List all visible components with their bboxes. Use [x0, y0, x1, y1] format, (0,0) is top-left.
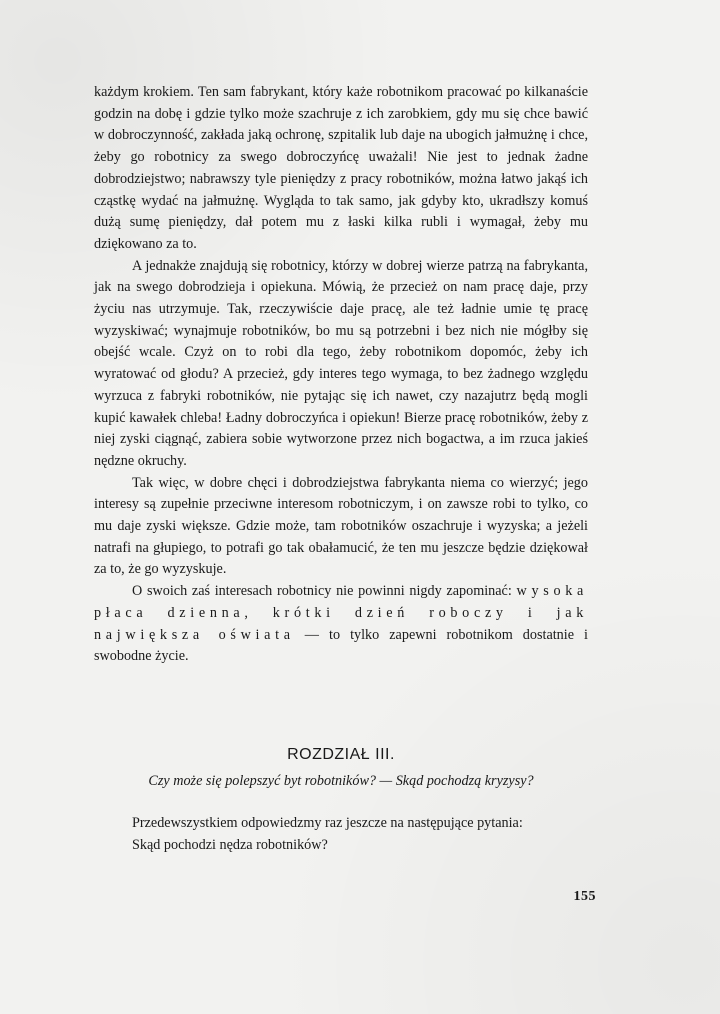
- paragraph-4-spaced-emphasis: wysoka płaca dzienna, krótki dzień roboczy i jak największa oświata: [94, 583, 588, 643]
- paragraph-1: każdym krokiem. Ten sam fabrykant, który każe robotnikom pracować po kilkanaście godzin na dobę i gdzie tylko może szachruje z ich zarobkiem, gdy mu się chce bawić w dobroczynność, zakłada jaką ochronę, szpitalik lub daje na ubogich jałmużnę i chce, żeby go robotnicy za swego dobroczyńcę uważali! Nie jest to jednak żadne dobrodziejstwo; nabrawszy tyle pieniędzy z pracy robotników, można łatwo jakąś ich cząstkę wydać na jałmużnę. Wygląda to tak samo, jak gdyby kto, ukradłszy komuś dużą sumę pieniędzy, dał potem mu z łaski kilka rubli i wymagał, żeby mu dziękowano za to.: [94, 84, 588, 252]
- chapter-text-block: [94, 813, 588, 856]
- paragraph-4-end: — to tylko zapewni robotnikom dostatnie i swobodne życie.: [94, 626, 588, 665]
- paragraph-2: A jednakże znajdują się robotnicy, którzy w dobrej wierze patrzą na fabrykanta, jak na swego dobrodzieja i opiekuna. Mówią, że przecież on nam pracę daje, przy życiu nas utrzymuje. Tak, rzeczywiście daje pracę, ale też ładnie umie tę pracę wyzyskiwać; wynajmuje robotników, bo mu są potrzebni i bez nich nie mógłby się obejść wcale. Czyż on to robi dla tego, żeby robotnikom dopomóc, żeby ich wyratować od głodu? A przecież, gdy interes tego wymaga, to bez żadnego względu wyrzuca z fabryki robotników, nie pytając się ich nawet, czy nazajutrz będą mogli kupić kawałek chleba! Ładny dobroczyńca i opiekun! Bierze pracę robotników, żeby z niej zyski ciągnąć, zabiera sobie wytworzone przez nich bogactwa, a im rzuca jakieś nędzne okruchy.: [94, 257, 588, 469]
- page-number: 155: [573, 889, 596, 904]
- main-text-block: [94, 82, 588, 668]
- paragraph-4: [94, 581, 588, 668]
- chapter-paragraph-2: Skąd pochodzi nędza robotników?: [132, 836, 328, 853]
- paragraph-3: Tak więc, w dobre chęci i dobrodziejstwa fabrykanta niema co wierzyć; jego interesy są zupełnie przeciwne interesom robotniczym, i on zawsze robi to tylko, co mu daje zyski większe. Gdzie może, tam robotników oszachruje i wyzyska; a jeżeli natrafi na głupiego, to potrafi go tak obałamucić, że ten mu jeszcze będzie dziękował za to, że go wyzyskuje.: [94, 474, 588, 578]
- chapter-title: ROZDZIAŁ III.: [287, 746, 395, 763]
- paragraph-4-start: O swoich zaś interesach robotnicy nie powinni nigdy zapominać:: [132, 583, 517, 600]
- chapter-paragraph-1: Przedewszystkiem odpowiedzmy raz jeszcze na następujące pytania:: [132, 815, 523, 831]
- chapter-subtitle: Czy może się polepszyć byt robotników? — Skąd pochodzą kryzysy?: [148, 773, 534, 789]
